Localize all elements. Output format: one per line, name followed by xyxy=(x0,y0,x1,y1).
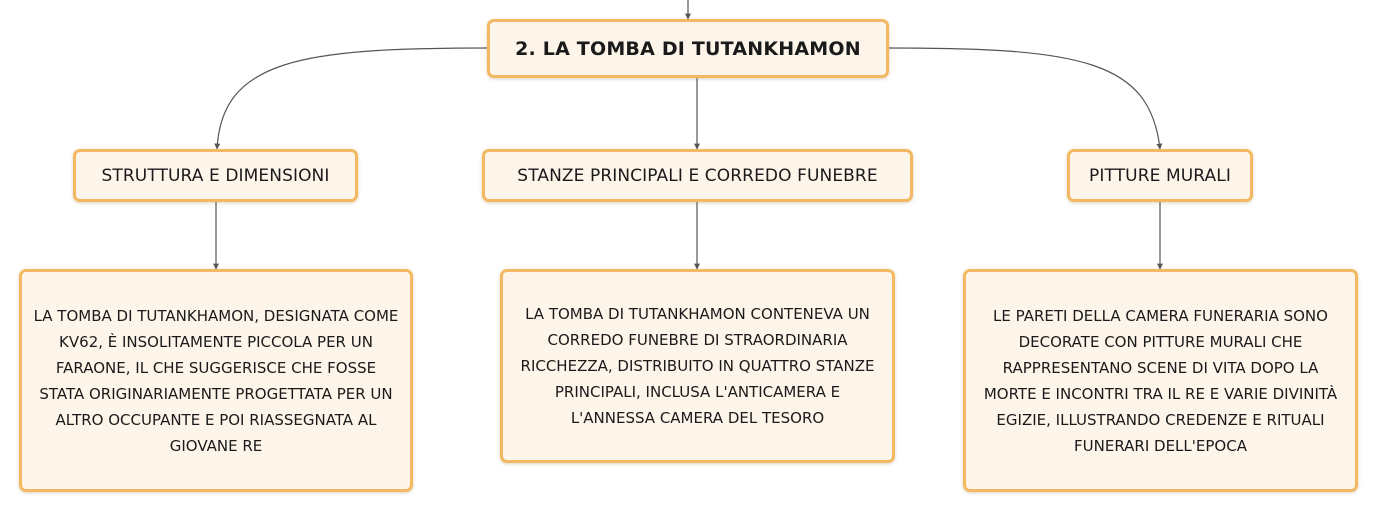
detail-node-stanze[interactable] xyxy=(500,269,895,463)
connector-root-to-branch-3 xyxy=(889,48,1160,149)
detail-node-pitture[interactable] xyxy=(963,269,1358,492)
root-node[interactable] xyxy=(487,19,889,78)
detail-text: LA TOMBA DI TUTANKHAMON CONTENEVA UN CORREDO FUNEBRE DI STRAORDINARIA RICCHEZZA, DISTRIBUITO IN QUATTRO STANZE PRINCIPALI, INCLUSA L'ANTICAMERA E L'ANNESSA CAMERA DEL TESORO xyxy=(520,305,875,427)
branch-label: PITTURE MURALI xyxy=(1089,165,1231,186)
branch-node-stanze[interactable] xyxy=(482,149,913,202)
branch-node-struttura[interactable] xyxy=(73,149,358,202)
branch-node-pitture[interactable] xyxy=(1067,149,1253,202)
branch-label: STANZE PRINCIPALI E CORREDO FUNEBRE xyxy=(517,165,878,186)
connector-root-to-branch-1 xyxy=(217,48,487,149)
branch-label: STRUTTURA E DIMENSIONI xyxy=(101,165,330,186)
root-title: 2. LA TOMBA DI TUTANKHAMON xyxy=(515,37,861,60)
detail-node-struttura[interactable] xyxy=(19,269,413,492)
detail-text: LE PARETI DELLA CAMERA FUNERARIA SONO DECORATE CON PITTURE MURALI CHE RAPPRESENTANO SCENE DI VITA DOPO LA MORTE E INCONTRI TRA IL RE E VARIE DIVINITÀ EGIZIE, ILLUSTRANDO CREDENZE E RITUALI FUNERARI DELL'EPOCA xyxy=(983,306,1338,455)
detail-text: LA TOMBA DI TUTANKHAMON, DESIGNATA COME KV62, È INSOLITAMENTE PICCOLA PER UN FARAONE, IL CHE SUGGERISCE CHE FOSSE STATA ORIGINARIAMENTE PROGETTATA PER UN ALTRO OCCUPANTE E POI RIASSEGNATA AL GIOVANE RE xyxy=(33,306,399,455)
